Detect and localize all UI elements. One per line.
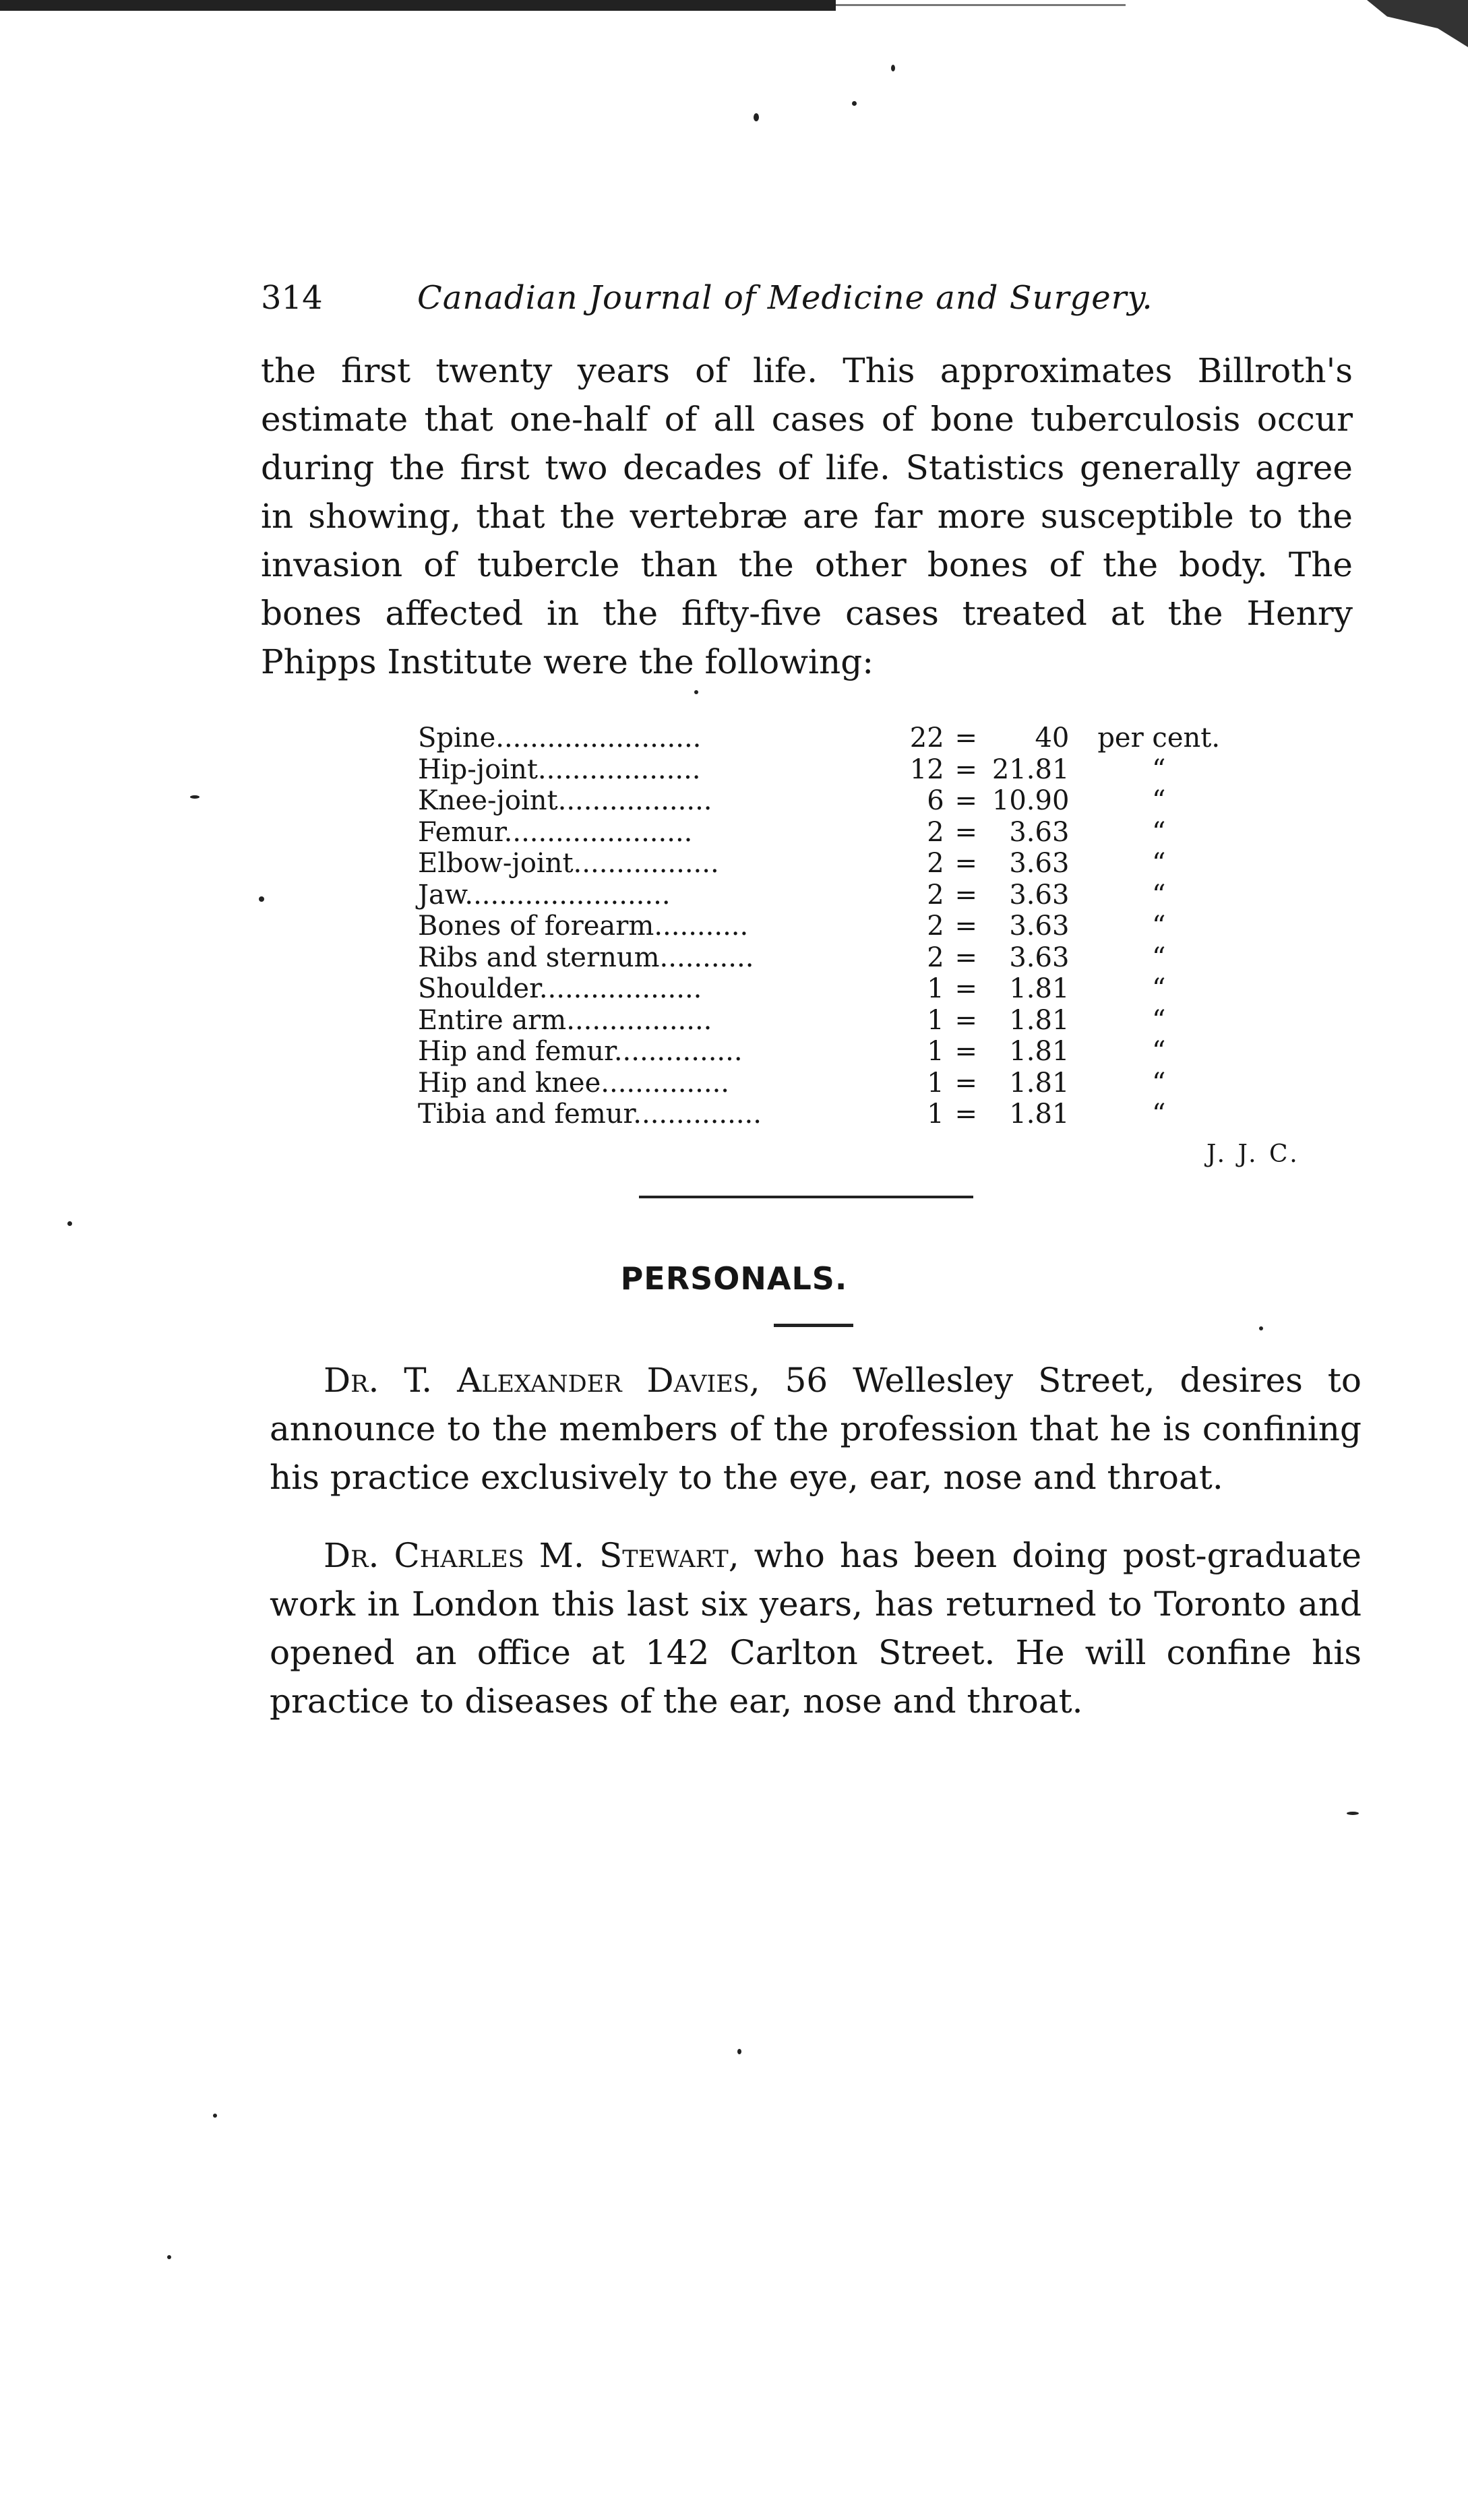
bone-label: Femur [418, 816, 504, 848]
dot-leader: ................. [566, 1004, 712, 1036]
bone-label: Entire arm [418, 1004, 567, 1036]
bone-name [418, 1068, 907, 1099]
bone-label: Tibia and femur [418, 1099, 634, 1130]
equals-sign: = [954, 1099, 978, 1130]
intro-paragraph: the first twenty years of life. This approximates Billroth's estimate that one-half of all cases of bone tuberculosis occur during the first two decades of life. Statistics generally agree in showing, that the vertebræ are far more susceptible to the invasion of tubercle than the other bones of the body. The bones affected in the fifty-five cases treated at the Henry Phipps Institute were the following: [261, 351, 1353, 681]
percent-unit: “ [1151, 973, 1166, 1004]
scan-speck [190, 795, 200, 799]
scan-speck [167, 2255, 171, 2259]
equals-sign: = [954, 942, 978, 973]
page-header [261, 271, 1366, 325]
scan-speck [754, 113, 759, 121]
bone-label: Ribs and sternum [418, 942, 660, 973]
top-edge-thin-rule [836, 4, 1126, 6]
section-divider [639, 1196, 973, 1198]
bone-name [418, 723, 907, 754]
equals-sign: = [954, 785, 978, 816]
dot-leader: ...................... [503, 816, 693, 848]
running-title: Canadian Journal of Medicine and Surgery. [417, 279, 1153, 317]
equals-sign: = [954, 1004, 978, 1036]
percentage: 3.63 [1009, 942, 1070, 973]
author-initials: J. J. C. [1206, 1140, 1300, 1168]
percentage: 1.81 [1009, 973, 1070, 1004]
percent-unit: “ [1151, 911, 1166, 942]
table-row [418, 848, 1227, 880]
bone-label: Jaw [418, 879, 465, 911]
case-count: 1 [927, 1067, 944, 1099]
table-row [418, 911, 1227, 942]
table-row [418, 1005, 1227, 1037]
scan-speck [737, 2049, 741, 2054]
percentage: 40 [1035, 723, 1070, 754]
percent-unit: “ [1151, 1004, 1166, 1036]
personals-heading: PERSONALS. [620, 1260, 848, 1297]
bone-name [418, 1005, 907, 1037]
scan-speck [694, 690, 698, 694]
dot-leader: ........................ [495, 723, 702, 754]
percentage: 3.63 [1009, 848, 1070, 879]
table-row [418, 973, 1227, 1005]
percentage: 1.81 [1009, 1004, 1070, 1036]
heading-underline [774, 1324, 853, 1327]
case-count: 6 [927, 785, 944, 816]
percent-unit: per cent. [1097, 723, 1221, 754]
case-count: 12 [909, 754, 944, 785]
equals-sign: = [954, 1036, 978, 1067]
bone-label: Knee-joint [418, 785, 558, 816]
bone-name [418, 911, 907, 942]
personal-text: 56 Wellesley Street, desires to announce to the members of the profession that he is confining his practice exclusively to the eye, ear, nose and throat. [270, 1361, 1362, 1497]
percent-unit: “ [1151, 1036, 1166, 1067]
top-edge-rule [0, 0, 836, 11]
percent-unit: “ [1151, 942, 1166, 973]
case-count: 1 [927, 1036, 944, 1067]
bone-label: Hip and knee [418, 1067, 601, 1099]
percentage: 10.90 [991, 785, 1070, 816]
dot-leader: ................... [537, 754, 701, 785]
equals-sign: = [954, 816, 978, 848]
table-row [418, 723, 1227, 754]
case-count: 2 [927, 816, 944, 848]
equals-sign: = [954, 973, 978, 1004]
percent-unit: “ [1151, 1067, 1166, 1099]
dot-leader: ............... [613, 1036, 743, 1067]
bone-name [418, 880, 907, 911]
percentage: 1.81 [1009, 1067, 1070, 1099]
table-row [418, 1099, 1227, 1130]
bone-name [418, 1036, 907, 1068]
scan-speck [891, 65, 895, 71]
personal-name: Dr. T. Alexander Davies, [324, 1361, 760, 1400]
case-count: 22 [909, 723, 944, 754]
equals-sign: = [954, 879, 978, 911]
case-count: 2 [927, 911, 944, 942]
case-count: 2 [927, 848, 944, 879]
table-row [418, 1068, 1227, 1099]
personal-stewart [270, 1531, 1362, 1725]
scan-speck [852, 101, 857, 106]
percentage: 1.81 [1009, 1036, 1070, 1067]
case-count: 1 [927, 1004, 944, 1036]
dot-leader: ............... [633, 1099, 762, 1130]
table-row [418, 817, 1227, 849]
table-row [418, 880, 1227, 911]
scan-speck [213, 2114, 217, 2118]
case-count: 2 [927, 879, 944, 911]
dot-leader: ........... [659, 942, 754, 973]
equals-sign: = [954, 848, 978, 879]
table-row [418, 785, 1227, 817]
bone-name [418, 848, 907, 880]
bone-name [418, 817, 907, 849]
case-count: 1 [927, 973, 944, 1004]
percentage: 3.63 [1009, 879, 1070, 911]
equals-sign: = [954, 723, 978, 754]
bone-label: Shoulder [418, 973, 539, 1004]
personal-name: Dr. Charles M. Stewart, [324, 1536, 739, 1575]
percent-unit: “ [1151, 816, 1166, 848]
percent-unit: “ [1151, 785, 1166, 816]
bone-name [418, 785, 907, 817]
page-number: 314 [261, 279, 323, 317]
bone-name [418, 1099, 907, 1130]
bone-label: Bones of forearm [418, 911, 654, 942]
bone-label: Hip and femur [418, 1036, 614, 1067]
percentage: 3.63 [1009, 816, 1070, 848]
bone-name [418, 942, 907, 974]
bone-label: Hip-joint [418, 754, 538, 785]
equals-sign: = [954, 754, 978, 785]
percent-unit: “ [1151, 879, 1166, 911]
dot-leader: .................. [557, 785, 712, 816]
percentage: 3.63 [1009, 911, 1070, 942]
percent-unit: “ [1151, 754, 1166, 785]
table-row [418, 754, 1227, 786]
bones-affected-table [418, 723, 1227, 1130]
percent-unit: “ [1151, 1099, 1166, 1130]
equals-sign: = [954, 1067, 978, 1099]
dot-leader: ................... [539, 973, 702, 1004]
equals-sign: = [954, 911, 978, 942]
personal-text: who has been doing post-graduate work in London this last six years, has returned to Toronto and opened an office at 142 Carlton Street. He will confine his practice to diseases of the ear, nose and throat. [270, 1536, 1362, 1721]
case-count: 2 [927, 942, 944, 973]
scan-speck [259, 896, 264, 902]
percentage: 1.81 [1009, 1099, 1070, 1130]
bone-name [418, 973, 907, 1005]
dot-leader: ................. [573, 848, 719, 879]
percentage: 21.81 [991, 754, 1070, 785]
table-row [418, 1036, 1227, 1068]
dot-leader: ........... [654, 911, 749, 942]
dot-leader: ........................ [464, 879, 671, 911]
scan-speck [1347, 1812, 1359, 1815]
bone-label: Elbow-joint [418, 848, 574, 879]
percent-unit: “ [1151, 848, 1166, 879]
scan-speck [67, 1221, 72, 1226]
personal-davies [270, 1356, 1362, 1502]
scan-speck [1259, 1326, 1263, 1330]
corner-scan-mark [1367, 0, 1468, 47]
case-count: 1 [927, 1099, 944, 1130]
dot-leader: ............... [601, 1067, 730, 1099]
bone-label: Spine [418, 723, 496, 754]
bone-name [418, 754, 907, 786]
table-row [418, 942, 1227, 974]
